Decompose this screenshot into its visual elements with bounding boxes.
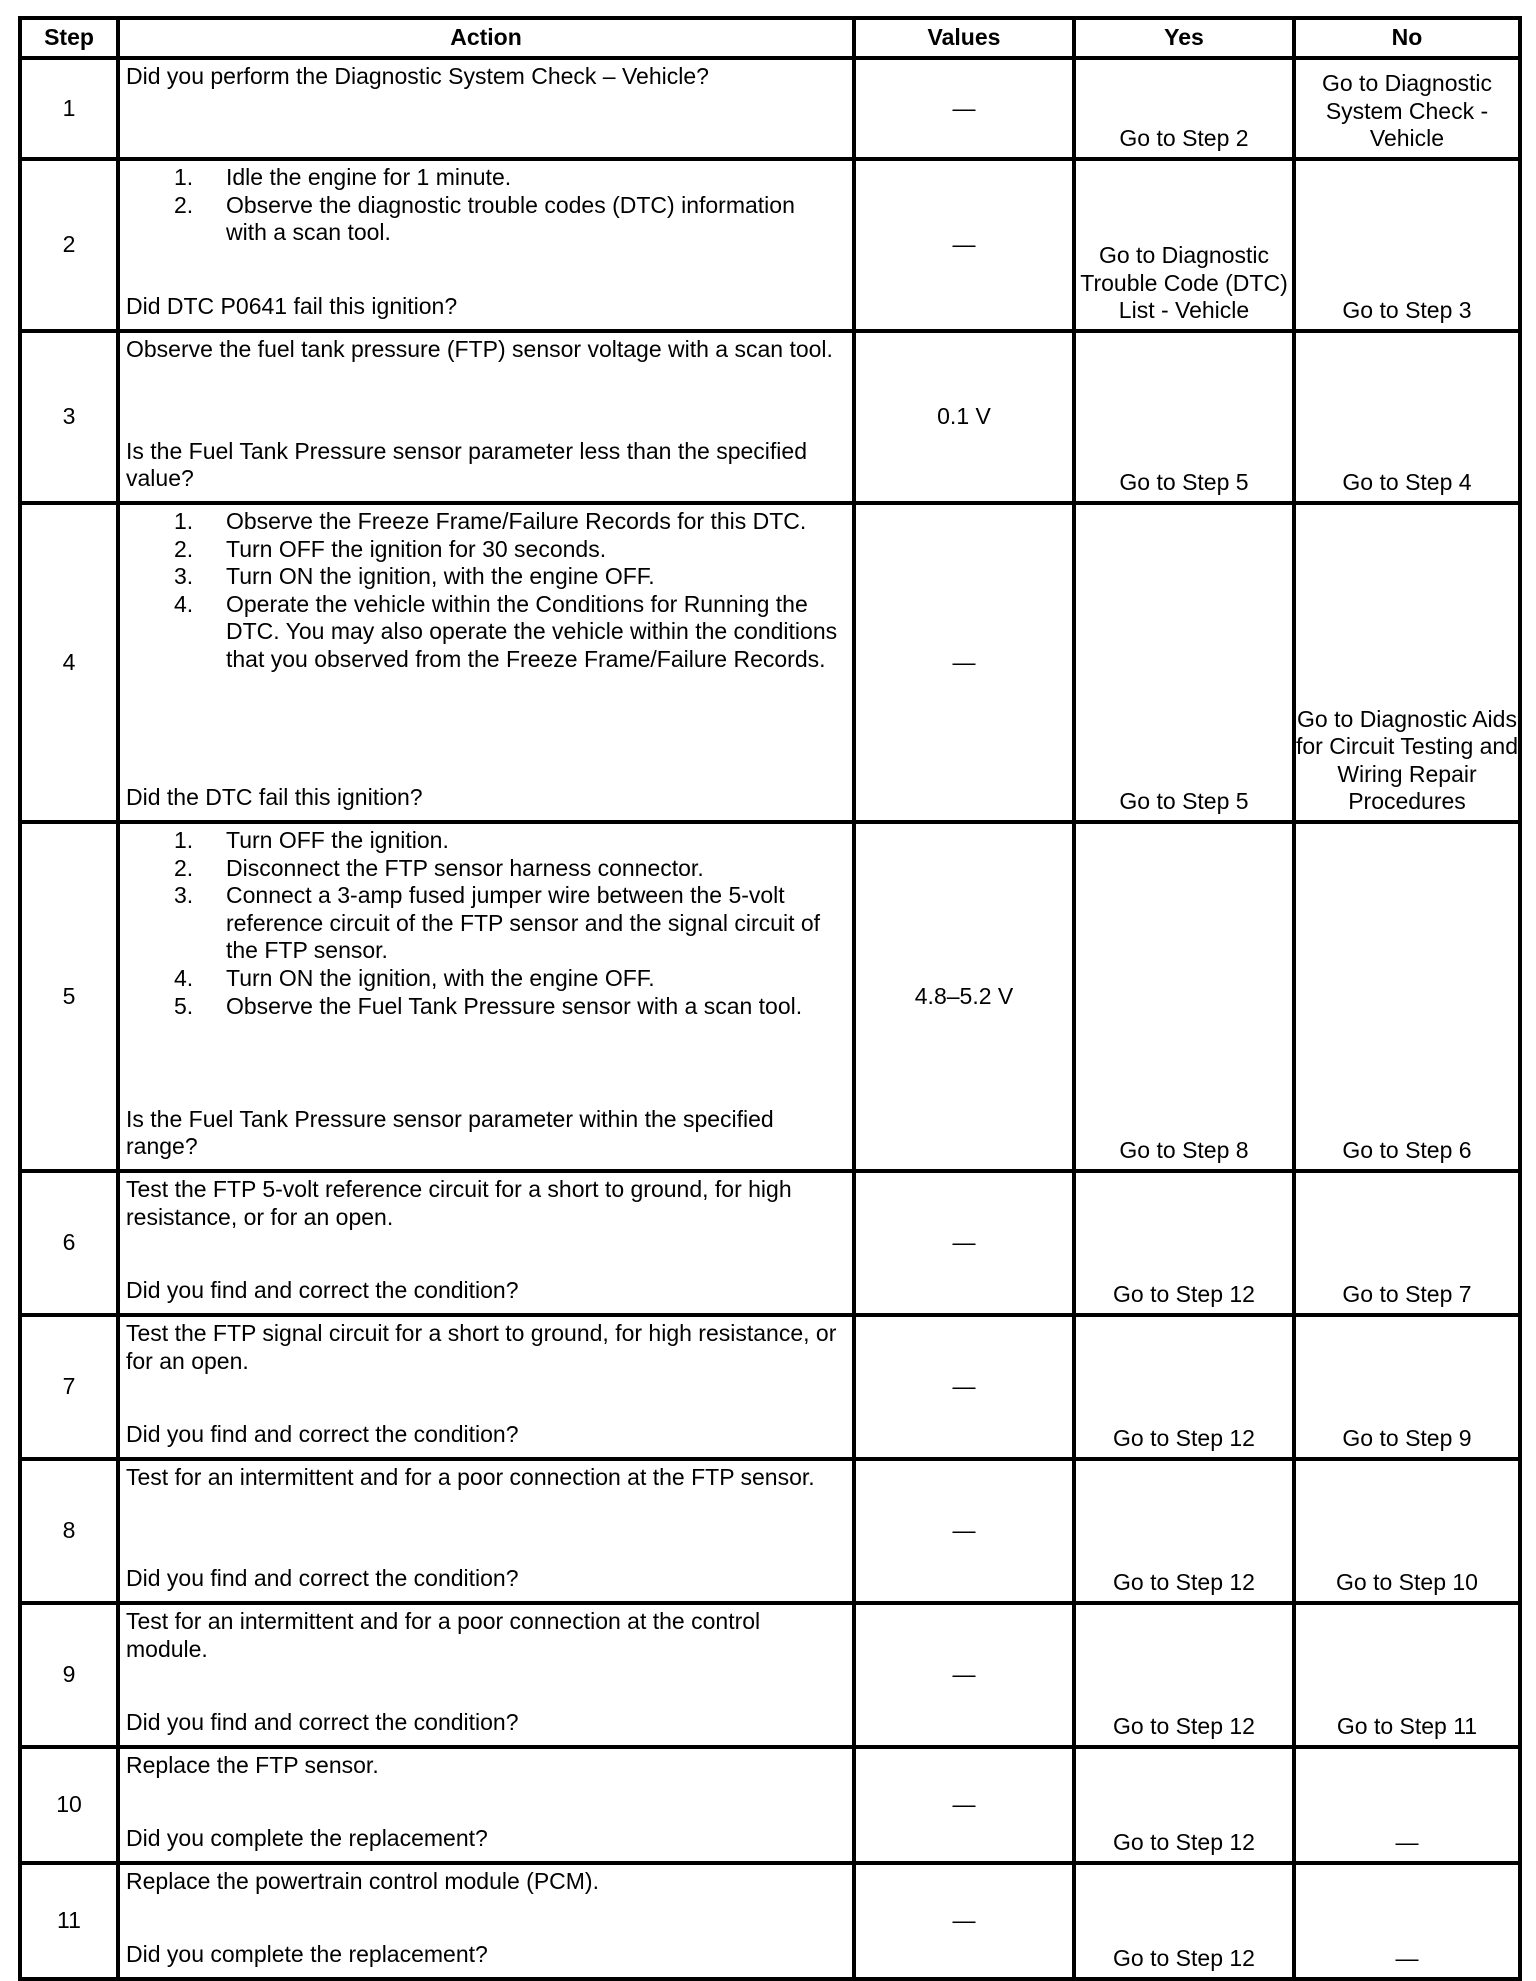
action-step-number: 1. xyxy=(174,508,194,534)
values-cell: — xyxy=(854,1747,1074,1863)
table-row xyxy=(20,58,1520,159)
action-step-item xyxy=(126,882,848,965)
table-row xyxy=(20,1603,1520,1747)
action-step-text: Turn ON the ignition, with the engine OFF. xyxy=(226,563,655,590)
action-step-number: 4. xyxy=(174,590,194,617)
step-number: 5 xyxy=(20,822,118,1171)
action-instruction: Did you perform the Diagnostic System Check – Vehicle? xyxy=(126,63,709,89)
action-cell xyxy=(118,1315,854,1459)
no-cell: — xyxy=(1294,1747,1520,1863)
action-step-text: Observe the Fuel Tank Pressure sensor with a scan tool. xyxy=(226,992,803,1019)
action-step-list xyxy=(126,164,848,247)
values-cell: — xyxy=(854,1171,1074,1315)
action-question: Did the DTC fail this ignition? xyxy=(126,784,423,811)
action-step-item xyxy=(126,855,848,883)
no-cell: Go to Step 7 xyxy=(1294,1171,1520,1315)
action-step-text: Turn ON the ignition, with the engine OFF. xyxy=(226,964,655,991)
action-instruction: Observe the fuel tank pressure (FTP) sensor voltage with a scan tool. xyxy=(126,336,833,362)
table-row xyxy=(20,159,1520,331)
step-number: 6 xyxy=(20,1171,118,1315)
table-row xyxy=(20,1459,1520,1603)
action-step-text: Idle the engine for 1 minute. xyxy=(226,164,512,190)
action-cell xyxy=(118,331,854,503)
header-values: Values xyxy=(854,18,1074,58)
action-instruction: Test the FTP 5-volt reference circuit for a short to ground, for high resistance, or for an open. xyxy=(126,1176,792,1230)
action-instruction: Test the FTP signal circuit for a short to ground, for high resistance, or for an open. xyxy=(126,1320,837,1374)
action-cell xyxy=(118,1747,854,1863)
action-step-number: 3. xyxy=(174,882,194,909)
table-row xyxy=(20,1747,1520,1863)
step-number: 7 xyxy=(20,1315,118,1459)
action-step-text: Observe the Freeze Frame/Failure Records for this DTC. xyxy=(226,508,807,534)
action-cell xyxy=(118,1459,854,1603)
yes-cell: Go to Step 2 xyxy=(1074,58,1294,159)
step-number: 3 xyxy=(20,331,118,503)
header-action: Action xyxy=(118,18,854,58)
no-cell: Go to Step 10 xyxy=(1294,1459,1520,1603)
action-step-item xyxy=(126,508,848,536)
step-number: 2 xyxy=(20,159,118,331)
values-cell: — xyxy=(854,1459,1074,1603)
action-cell xyxy=(118,58,854,159)
action-question: Is the Fuel Tank Pressure sensor parameter within the specified range? xyxy=(126,1105,774,1160)
action-step-item xyxy=(126,164,848,192)
step-number: 8 xyxy=(20,1459,118,1603)
table-row xyxy=(20,503,1520,822)
action-step-text: Operate the vehicle within the Conditions for Running the DTC. You may also operate the vehicle within the conditions that you observed from the Freeze Frame/Failure Records. xyxy=(226,590,838,672)
yes-cell: Go to Step 12 xyxy=(1074,1459,1294,1603)
action-step-text: Observe the diagnostic trouble codes (DTC) information with a scan tool. xyxy=(226,191,795,246)
table-row xyxy=(20,822,1520,1171)
no-cell: Go to Diagnostic System Check - Vehicle xyxy=(1294,58,1520,159)
action-step-item xyxy=(126,563,848,591)
action-question: Is the Fuel Tank Pressure sensor parameter less than the specified value? xyxy=(126,437,807,492)
header-step: Step xyxy=(20,18,118,58)
yes-cell: Go to Step 12 xyxy=(1074,1171,1294,1315)
action-step-item xyxy=(126,536,848,564)
action-cell xyxy=(118,1863,854,1979)
action-cell xyxy=(118,159,854,331)
step-number: 9 xyxy=(20,1603,118,1747)
step-number: 11 xyxy=(20,1863,118,1979)
action-question: Did you find and correct the condition? xyxy=(126,1421,519,1448)
action-step-item xyxy=(126,192,848,247)
no-cell: Go to Step 9 xyxy=(1294,1315,1520,1459)
action-cell xyxy=(118,1603,854,1747)
action-step-text: Turn OFF the ignition for 30 seconds. xyxy=(226,535,607,562)
action-step-number: 2. xyxy=(174,854,194,881)
values-cell: — xyxy=(854,1603,1074,1747)
values-cell: — xyxy=(854,58,1074,159)
yes-cell: Go to Step 12 xyxy=(1074,1315,1294,1459)
action-cell xyxy=(118,822,854,1171)
action-step-list xyxy=(126,508,848,674)
action-step-text: Connect a 3-amp fused jumper wire between the 5-volt reference circuit of the FTP sensor and the signal circuit of the FTP sensor. xyxy=(226,882,821,964)
action-cell xyxy=(118,1171,854,1315)
step-number: 1 xyxy=(20,58,118,159)
diagnostic-table xyxy=(18,16,1522,1981)
values-cell: — xyxy=(854,159,1074,331)
action-step-item xyxy=(126,827,848,855)
action-instruction: Test for an intermittent and for a poor connection at the FTP sensor. xyxy=(126,1464,815,1490)
no-cell: Go to Step 6 xyxy=(1294,822,1520,1171)
yes-cell: Go to Step 5 xyxy=(1074,503,1294,822)
step-number: 4 xyxy=(20,503,118,822)
no-cell: Go to Diagnostic Aids for Circuit Testing and Wiring Repair Procedures xyxy=(1294,503,1520,822)
action-step-text: Disconnect the FTP sensor harness connector. xyxy=(226,854,704,881)
table-row xyxy=(20,1171,1520,1315)
action-question: Did you find and correct the condition? xyxy=(126,1709,519,1736)
header-no: No xyxy=(1294,18,1520,58)
yes-cell: Go to Step 8 xyxy=(1074,822,1294,1171)
table-row xyxy=(20,1315,1520,1459)
header-row xyxy=(20,18,1520,58)
yes-cell: Go to Step 5 xyxy=(1074,331,1294,503)
action-step-number: 2. xyxy=(174,535,194,562)
action-question: Did you find and correct the condition? xyxy=(126,1277,519,1304)
action-step-item xyxy=(126,965,848,993)
action-question: Did you complete the replacement? xyxy=(126,1941,488,1968)
action-step-number: 2. xyxy=(174,191,194,218)
yes-cell: Go to Step 12 xyxy=(1074,1603,1294,1747)
action-instruction: Test for an intermittent and for a poor connection at the control module. xyxy=(126,1608,761,1662)
action-step-number: 4. xyxy=(174,964,194,991)
header-yes: Yes xyxy=(1074,18,1294,58)
action-instruction: Replace the FTP sensor. xyxy=(126,1752,379,1778)
action-step-number: 3. xyxy=(174,563,194,590)
action-step-number: 1. xyxy=(174,827,194,853)
values-cell: 0.1 V xyxy=(854,331,1074,503)
step-number: 10 xyxy=(20,1747,118,1863)
no-cell: Go to Step 4 xyxy=(1294,331,1520,503)
action-question: Did you complete the replacement? xyxy=(126,1825,488,1852)
yes-cell: Go to Step 12 xyxy=(1074,1863,1294,1979)
action-step-number: 1. xyxy=(174,164,194,190)
action-step-text: Turn OFF the ignition. xyxy=(226,827,449,853)
values-cell: — xyxy=(854,1315,1074,1459)
values-cell: 4.8–5.2 V xyxy=(854,822,1074,1171)
values-cell: — xyxy=(854,1863,1074,1979)
yes-cell: Go to Diagnostic Trouble Code (DTC) List - Vehicle xyxy=(1074,159,1294,331)
action-step-list xyxy=(126,827,848,1020)
table-row xyxy=(20,1863,1520,1979)
action-question: Did DTC P0641 fail this ignition? xyxy=(126,293,458,320)
no-cell: Go to Step 3 xyxy=(1294,159,1520,331)
action-question: Did you find and correct the condition? xyxy=(126,1565,519,1592)
action-cell xyxy=(118,503,854,822)
table-row xyxy=(20,331,1520,503)
action-step-number: 5. xyxy=(174,992,194,1019)
action-step-item xyxy=(126,591,848,674)
no-cell: — xyxy=(1294,1863,1520,1979)
yes-cell: Go to Step 12 xyxy=(1074,1747,1294,1863)
action-instruction: Replace the powertrain control module (PCM). xyxy=(126,1868,599,1894)
values-cell: — xyxy=(854,503,1074,822)
no-cell: Go to Step 11 xyxy=(1294,1603,1520,1747)
action-step-item xyxy=(126,993,848,1021)
